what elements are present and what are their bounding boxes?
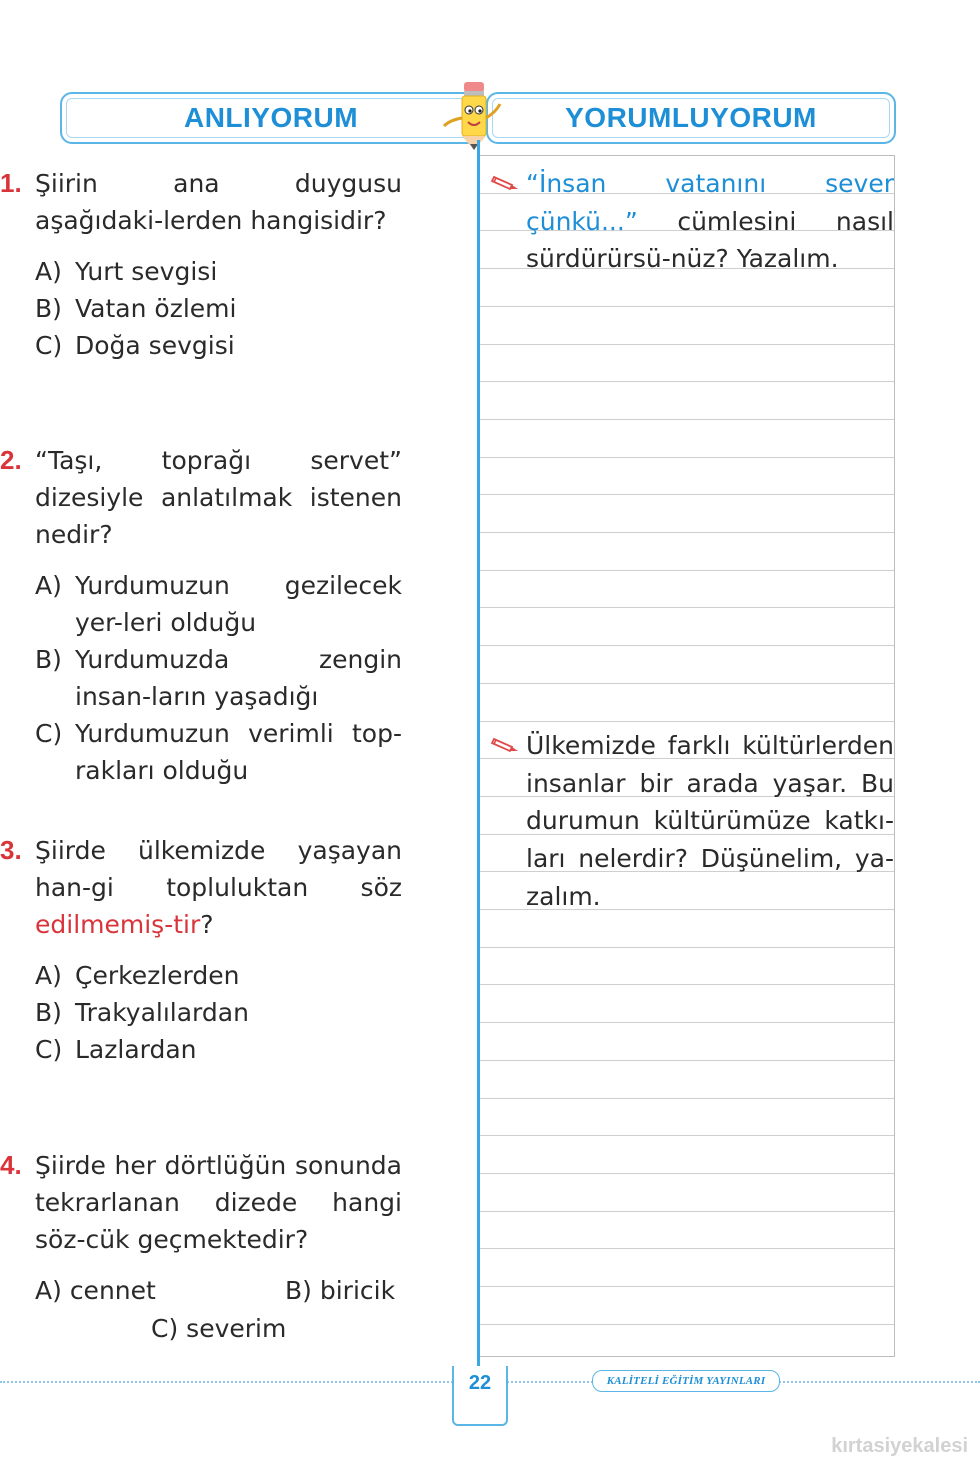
question-4 — [0, 1147, 402, 1348]
options — [35, 1272, 402, 1348]
writing-line — [480, 721, 894, 722]
option-c[interactable]: C) Doğa sevgisi — [35, 331, 235, 360]
writing-line — [480, 645, 894, 646]
options — [35, 253, 402, 364]
header-tab-anliyorum — [60, 92, 482, 144]
option-b[interactable]: B) Vatan özlemi — [35, 294, 237, 323]
question-text: Şiirde ülkemizde yaşayan han-gi topluluktan söz edilmemiş-tir? — [35, 836, 402, 939]
question-number: 3. — [0, 835, 22, 865]
prompt-text: Ülkemizde farklı kültürlerden insanlar bir arada yaşar. Bu durumun kültürümüze katkı-ları nelerdir? Düşünelim, ya-zalım. — [526, 731, 894, 911]
page-number-tab — [452, 1366, 508, 1426]
question-1 — [0, 165, 402, 364]
question-2 — [0, 442, 402, 789]
writing-line — [480, 1060, 894, 1061]
prompt-quote: “İnsan vatanını sever çünkü...” — [526, 169, 894, 236]
writing-line — [480, 1324, 894, 1325]
watermark: kırtasiyekalesi — [831, 1435, 968, 1457]
prompt-2 — [490, 727, 894, 916]
writing-line — [480, 1211, 894, 1212]
writing-line — [480, 570, 894, 571]
writing-line — [480, 947, 894, 948]
writing-line — [480, 683, 894, 684]
options — [35, 567, 402, 789]
pencil-icon — [490, 733, 520, 757]
prompt-1 — [490, 165, 894, 278]
option-a[interactable]: A) Yurt sevgisi — [35, 257, 218, 286]
option-a[interactable]: A) cennet — [35, 1276, 156, 1305]
question-text: “Taşı, toprağı servet” dizesiyle anlatılmak istenen nedir? — [35, 446, 402, 549]
writing-line — [480, 607, 894, 608]
question-number: 2. — [0, 445, 22, 475]
header-right-title: YORUMLUYORUM — [565, 102, 817, 133]
pencil-mascot-icon — [436, 78, 506, 154]
option-a[interactable]: A) Çerkezlerden — [35, 961, 240, 990]
prompt-text: “İnsan vatanını sever çünkü...” cümlesini nasıl sürdürürsü-nüz? Yazalım. — [526, 169, 894, 274]
writing-line — [480, 344, 894, 345]
option-c[interactable]: C) Yurdumuzun verimli top-rakları olduğu — [35, 719, 402, 785]
header-left-title: ANLIYORUM — [183, 102, 359, 133]
question-number: 4. — [0, 1150, 22, 1180]
question-number: 1. — [0, 168, 22, 198]
option-c[interactable]: C) severim — [151, 1314, 287, 1343]
page-number: 22 — [468, 1372, 492, 1394]
option-b[interactable]: B) biricik — [285, 1276, 396, 1305]
writing-line — [480, 1022, 894, 1023]
question-highlight: edilmemiş-tir — [35, 910, 201, 939]
writing-line — [480, 1173, 894, 1174]
option-c[interactable]: C) Lazlardan — [35, 1035, 197, 1064]
options — [35, 957, 402, 1068]
option-b[interactable]: B) Yurdumuzda zengin insan-ların yaşadığı — [35, 645, 402, 711]
writing-line — [480, 306, 894, 307]
writing-line — [480, 1135, 894, 1136]
publisher-name: KALİTELİ EĞİTİM YAYINLARI — [606, 1375, 766, 1387]
writing-line — [480, 1286, 894, 1287]
question-text: Şiirde her dörtlüğün sonunda tekrarlanan dizede hangi söz-cük geçmektedir? — [35, 1151, 402, 1254]
publisher-badge — [592, 1370, 780, 1392]
writing-line — [480, 984, 894, 985]
option-b[interactable]: B) Trakyalılardan — [35, 998, 249, 1027]
header-tab-yorumluyorum — [486, 92, 896, 144]
option-a[interactable]: A) Yurdumuzun gezilecek yer-leri olduğu — [35, 571, 402, 637]
writing-line — [480, 494, 894, 495]
question-text: Şiirin ana duygusu aşağıdaki-lerden hangisidir? — [35, 169, 402, 235]
pencil-icon — [490, 171, 520, 195]
writing-line — [480, 381, 894, 382]
writing-line — [480, 1248, 894, 1249]
writing-line — [480, 1098, 894, 1099]
writing-line — [480, 457, 894, 458]
writing-line — [480, 532, 894, 533]
question-3 — [0, 832, 402, 1068]
writing-line — [480, 419, 894, 420]
